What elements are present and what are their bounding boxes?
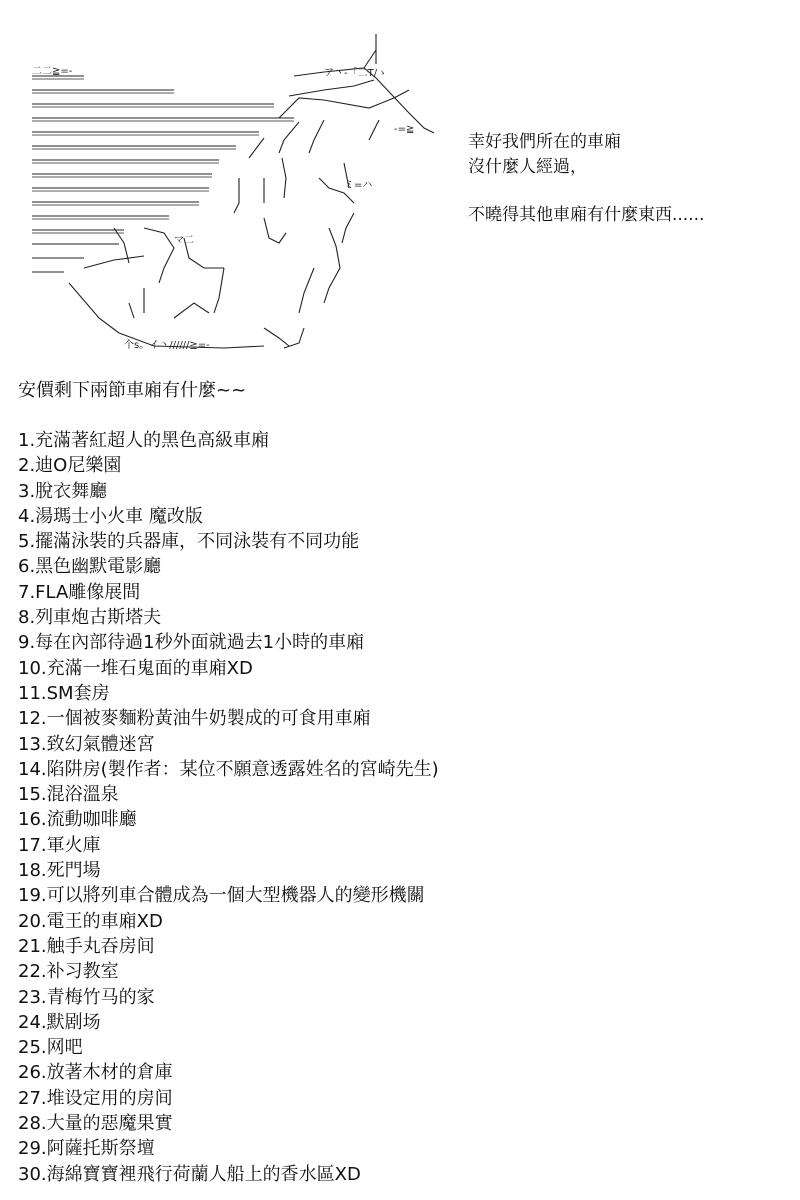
list-item: 28.大量的惡魔果實	[18, 1113, 173, 1135]
ascii-art-illustration	[24, 28, 444, 358]
art-rail-lines	[32, 79, 294, 233]
art-line	[84, 256, 144, 268]
list-item: 17.軍火庫	[18, 834, 101, 856]
art-line	[129, 303, 134, 318]
art-line	[342, 213, 354, 243]
art-line	[282, 158, 286, 198]
list-item: 5.擺滿泳裝的兵器庫，不同泳裝有不同功能	[18, 531, 360, 553]
list-item: 4.湯瑪士小火車 魔改版	[18, 505, 203, 527]
list-item: 16.流動咖啡廳	[18, 809, 137, 831]
art-line	[234, 178, 239, 213]
art-line	[174, 303, 209, 318]
svg-text:个s。イ丶//////≧=-: 个s。イ丶//////≧=-	[124, 340, 210, 351]
list-item: 30.海綿寶寶裡飛行荷蘭人船上的香水區XD	[18, 1163, 361, 1185]
ascii-art-drawing	[24, 28, 444, 358]
caption-line: 幸好我們所在的車廂	[468, 132, 621, 152]
list-item: 29.阿薩托斯祭壇	[18, 1138, 155, 1160]
svg-text:二二≧=-: 二二≧=-	[32, 66, 73, 77]
list-item: 23.青梅竹马的家	[18, 986, 155, 1008]
list-item: 11.SM套房	[18, 682, 110, 704]
art-line	[279, 122, 299, 153]
art-line	[214, 268, 224, 313]
svg-text:マ二: マ二	[174, 235, 194, 246]
art-glyphs	[32, 66, 414, 351]
list-item: 10.充滿一堆石鬼面的車廂XD	[18, 657, 253, 679]
art-line	[249, 138, 264, 158]
question-heading: 安價剩下兩節車廂有什麼~~	[18, 380, 247, 401]
list-item: 21.触手丸吞房间	[18, 935, 155, 957]
list-item: 3.脫衣舞廳	[18, 480, 108, 502]
options-list	[18, 428, 788, 1187]
list-item: 15.混浴溫泉	[18, 784, 119, 806]
list-item: 25.网吧	[18, 1037, 83, 1059]
art-line	[144, 228, 174, 283]
list-item: 19.可以將列車合體成為一個大型機器人的變形機關	[18, 885, 425, 907]
art-line	[369, 120, 379, 140]
list-item: 26.放著木材的倉庫	[18, 1062, 173, 1084]
art-line	[289, 80, 374, 96]
list-item: 27.堆设定用的房间	[18, 1087, 173, 1109]
list-item: 8.列車炮古斯塔夫	[18, 607, 162, 629]
list-item: 24.默剧场	[18, 1011, 101, 1033]
svg-text:ミ=ハ: ミ=ハ	[344, 180, 373, 191]
art-line	[299, 268, 314, 313]
list-item: 14.陷阱房(製作者：某位不願意透露姓名的宮崎先生)	[18, 758, 439, 780]
art-line	[364, 50, 376, 68]
list-item: 12.一個被麥麵粉黃油牛奶製成的可食用車廂	[18, 708, 371, 730]
art-line	[69, 283, 119, 333]
list-item: 6.黑色幽默電影廳	[18, 556, 162, 578]
list-item: 18.死門場	[18, 860, 101, 882]
list-item: 1.充滿著紅超人的黑色高級車廂	[18, 430, 270, 451]
art-line	[309, 120, 324, 153]
list-item: 13.致幻氣體迷宮	[18, 733, 155, 755]
list-item: 9.每在內部待過1秒外面就過去1小時的車廂	[18, 632, 365, 654]
caption-text	[468, 130, 788, 228]
art-line	[264, 218, 286, 243]
list-item: 2.迪O尼樂園	[18, 455, 122, 477]
caption-line: 沒什麼人經過，	[468, 157, 587, 177]
list-item: 20.電王的車廂XD	[18, 910, 163, 932]
svg-text:-=≧: -=≧	[394, 124, 415, 135]
art-line	[324, 228, 340, 303]
caption-line: 不曉得其他車廂有什麼東西......	[468, 205, 705, 225]
art-line	[264, 328, 289, 346]
list-item: 7.FLA雕像展間	[18, 581, 141, 603]
art-speed-lines	[32, 76, 294, 272]
svg-text:ア丶-「二T/ゝ: ア丶-「二T/ゝ	[324, 68, 388, 79]
list-item: 22.补习教室	[18, 961, 119, 983]
